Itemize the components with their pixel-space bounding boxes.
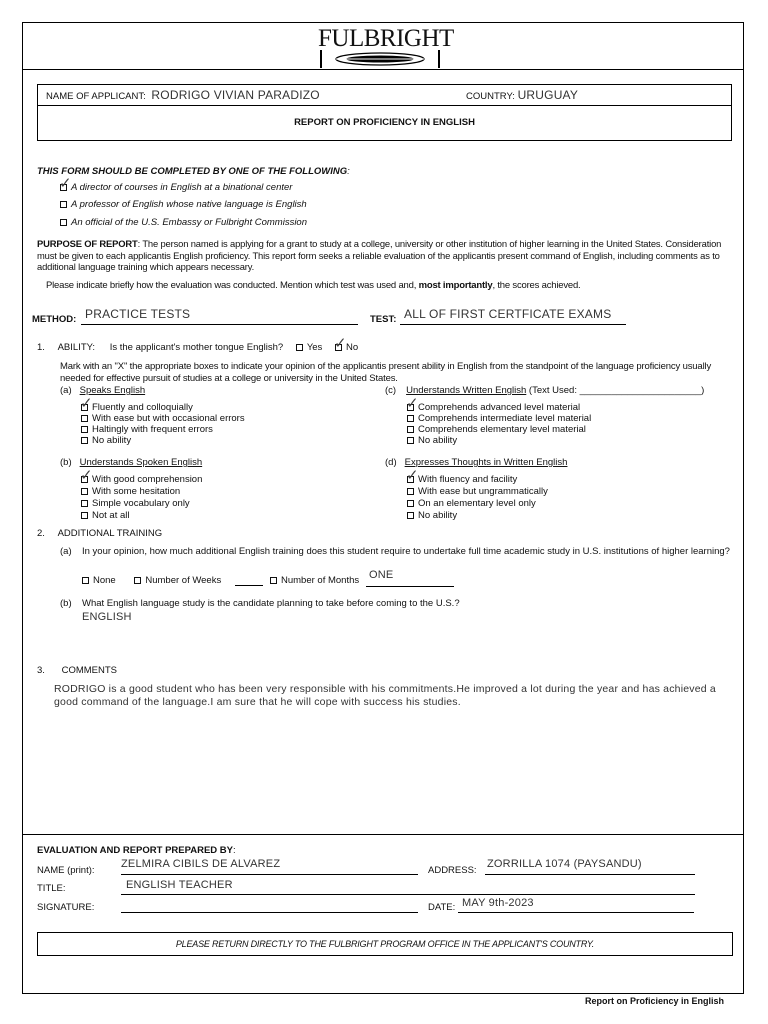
checkbox[interactable] [134,577,141,584]
training-label: ADDITIONAL TRAINING [57,528,163,539]
checkbox[interactable] [81,500,88,507]
option-label: Fluently and colloquially [92,402,193,413]
country-label: COUNTRY: [466,91,515,102]
completion-heading-colon: : [347,166,350,177]
option-label: No ability [418,435,458,446]
weeks-label: Number of Weeks [145,575,222,586]
checkbox[interactable] [81,488,88,495]
mother-tongue-yes[interactable] [296,342,323,353]
evaluator-name-value[interactable]: ZELMIRA CIBILS DE ALVAREZ [121,858,281,870]
no-label: No [345,342,359,353]
checkmark-icon: ✓ [406,394,419,412]
training-a-letter: (a) [60,546,72,557]
title-underline [121,894,695,895]
signature-label: SIGNATURE: [37,902,95,913]
training-weeks-option[interactable] [134,575,221,586]
ability-label: ABILITY: [57,342,96,353]
evaluator-title-label: TITLE: [37,883,66,894]
page-footer-label: Report on Proficiency in English [585,996,725,1006]
checkmark-icon: ✓ [406,466,419,484]
checkmark-icon: ✓ [59,174,72,192]
training-months-option[interactable] [270,575,359,587]
completion-option-label: An official of the U.S. Embassy or Fulbright Commission [71,217,308,228]
checkbox[interactable] [296,344,303,351]
method-value[interactable]: PRACTICE TESTS [85,307,191,321]
checkmark-icon: ✓ [333,334,347,352]
checkmark-icon: ✓ [80,394,93,412]
applicant-box-divider [37,105,732,106]
logo-emblem [318,50,442,68]
text-used-label: (Text Used: _______________________) [526,385,705,396]
checkbox[interactable] [333,334,347,352]
applicant-name-label: NAME OF APPLICANT: [46,91,146,102]
date-value[interactable]: MAY 9th-2023 [462,897,534,909]
checkbox[interactable] [407,437,414,444]
option-label: Comprehends advanced level material [418,402,581,413]
checkbox[interactable] [407,512,414,519]
ability-instruction: Mark with an "X" the appropriate boxes to indicate your opinion of the applicantis present ability in English from the standpoint of the language proficiency usually needed for effective pursuit of studies at a college or university in the United States. [60,361,712,384]
fulbright-logo [318,25,454,68]
spoken-option-1[interactable] [80,466,203,486]
ability-number: 1. [37,342,45,353]
checkbox[interactable] [80,466,93,484]
months-label: Number of Months [281,575,360,586]
option-label: With ease but with occasional errors [92,413,245,424]
date-label: DATE: [428,902,456,913]
option-label: With good comprehension [92,474,203,485]
evaluator-address-value[interactable]: ZORRILLA 1074 (PAYSANDU) [487,858,642,870]
evaluator-heading: EVALUATION AND REPORT PREPARED BY [37,845,233,856]
training-question-a: In your opinion, how much additional English training does this student require to undertake full time academic study in U.S. institutions of higher learning? [82,546,730,557]
checkbox[interactable] [407,488,414,495]
expresses-option-1[interactable] [406,466,518,486]
checkbox[interactable] [407,500,414,507]
option-label: Simple vocabulary only [92,498,190,509]
section-a-letter: (a) [60,385,72,396]
mother-tongue-no[interactable] [333,334,359,353]
logo-wordmark: FULBRIGHT [318,25,454,52]
none-label: None [93,575,116,586]
written-english-title: Understands Written English [406,385,527,396]
expresses-thoughts-title: Expresses Thoughts in Written English [404,457,568,468]
option-label: Comprehends intermediate level material [418,413,592,424]
option-label: On an elementary level only [418,498,536,509]
address-underline [485,874,695,875]
name-underline [121,874,418,875]
checkbox[interactable] [60,201,67,208]
test-label: TEST [370,314,394,325]
option-label: Comprehends elementary level material [418,424,586,435]
speaks-english-title: Speaks English [79,385,146,396]
completion-option-professor[interactable] [60,199,307,211]
checkbox[interactable] [407,415,414,422]
completion-option-label: A director of courses in English at a binational center [71,182,293,193]
section-b-letter: (b) [60,457,72,468]
evaluator-name-label: NAME (print): [37,865,95,876]
report-title: REPORT ON PROFICIENCY IN ENGLISH [294,117,475,128]
months-value[interactable]: ONE [369,569,394,581]
evaluator-address-label: ADDRESS: [428,865,477,876]
purpose-label: PURPOSE OF REPORT [37,238,138,249]
checkbox[interactable] [270,577,277,584]
comments-label: COMMENTS [61,665,117,676]
checkbox[interactable] [406,394,419,412]
mother-tongue-question: Is the applicant's mother tongue English? [109,342,284,353]
checkbox[interactable] [81,437,88,444]
section-c-letter: (c) [385,385,397,396]
method-underline [81,324,358,325]
completion-option-official[interactable] [60,217,307,229]
instruction-start: Please indicate briefly how the evaluation was conducted. Mention which test was used and, [46,280,419,291]
test-colon: : [393,314,397,325]
completion-option-label: A professor of English whose native language is English [71,199,307,210]
training-answer-b[interactable]: ENGLISH [82,611,132,623]
written-option-4[interactable] [407,435,457,447]
weeks-underline [235,585,263,586]
checkbox[interactable] [406,466,419,484]
instruction-bold: most importantly [418,280,493,291]
training-question-b: What English language study is the candidate planning to take before coming to the U.S.? [82,598,460,609]
completion-heading: THIS FORM SHOULD BE COMPLETED BY ONE OF THE FOLLOWING [37,166,348,177]
option-label: No ability [418,510,458,521]
option-label: Haltingly with frequent errors [92,424,213,435]
country-value[interactable]: URUGUAY [517,88,579,102]
purpose-instruction [46,280,580,292]
months-underline [366,586,454,587]
signature-line[interactable] [121,912,418,913]
option-label: With fluency and facility [418,474,518,485]
applicant-name-value[interactable]: RODRIGO VIVIAN PARADIZO [151,88,320,102]
training-none-option[interactable] [82,575,116,586]
spoken-option-2[interactable] [81,486,180,498]
yes-label: Yes [306,342,323,353]
test-underline [400,324,626,325]
evaluator-divider [22,834,744,835]
test-value[interactable]: ALL OF FIRST CERTFICATE EXAMS [404,307,612,321]
checkbox[interactable] [82,577,89,584]
option-label: With some hesitation [92,486,181,497]
spoken-option-3[interactable] [81,498,190,510]
checkbox[interactable] [407,426,414,433]
method-label: METHOD [32,314,74,325]
expresses-option-3[interactable] [407,498,536,510]
checkmark-icon: ✓ [80,466,93,484]
section-d-letter: (d) [385,457,397,468]
checkbox[interactable] [81,512,88,519]
training-b-letter: (b) [60,598,72,609]
checkbox[interactable] [81,415,88,422]
purpose-paragraph [37,238,733,273]
option-label: With ease but ungrammatically [418,486,548,497]
evaluator-heading-colon: : [233,845,236,856]
completion-option-director[interactable] [59,174,293,194]
option-label: Not at all [92,510,130,521]
method-colon: : [73,314,77,325]
instruction-end: , the scores achieved. [492,280,581,291]
date-underline [458,912,694,913]
spoken-option-4[interactable] [81,510,130,522]
speaks-option-4[interactable] [81,435,131,447]
checkbox[interactable] [80,394,93,412]
checkbox[interactable] [60,219,67,226]
comments-text[interactable]: RODRIGO is a good student who has been very responsible with his commitments.He improved a lot during the year and has achieved a good command of the language.I am sure that he will cope with success his studies. [54,683,716,708]
expresses-option-4[interactable] [407,510,457,522]
evaluator-title-value[interactable]: ENGLISH TEACHER [126,879,233,891]
option-label: No ability [92,435,132,446]
return-notice: PLEASE RETURN DIRECTLY TO THE FULBRIGHT PROGRAM OFFICE IN THE APPLICANT'S COUNTRY. [175,939,595,949]
training-number: 2. [37,528,45,539]
header-divider [22,69,744,70]
purpose-text: : The person named is applying for a grant to study at a college, university or other institution of higher learning in the United States. Consideration must be given to each applicantis English proficiency. This report form seeks a reliable evaluation of the applicantis present command of English, including comments as to additional language training which appears necessary. [37,238,722,272]
checkbox[interactable] [81,426,88,433]
comments-number: 3. [37,665,45,676]
expresses-option-2[interactable] [407,486,548,498]
checkbox[interactable] [59,174,72,192]
spoken-english-title: Understands Spoken English [79,457,203,468]
